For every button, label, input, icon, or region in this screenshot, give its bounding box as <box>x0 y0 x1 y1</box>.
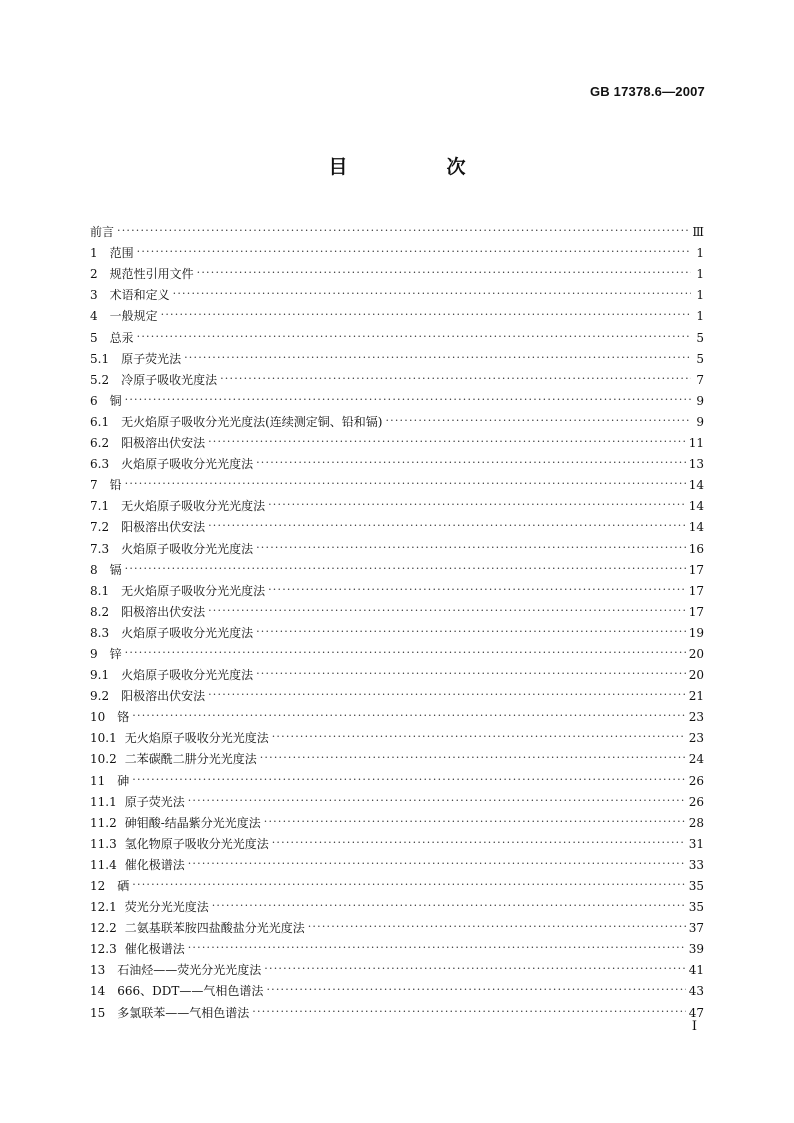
toc-entry-number: 10.2 <box>90 752 117 767</box>
toc-entry-title: 阳极溶出伏安法 <box>121 436 206 451</box>
toc-entry-page: 5 <box>696 330 704 345</box>
toc-entry-number: 2 <box>90 267 98 282</box>
toc-entry-number: 9.2 <box>90 689 110 704</box>
toc-entry-label <box>90 456 256 472</box>
toc-entry[interactable] <box>90 451 704 472</box>
toc-entry[interactable] <box>90 999 704 1020</box>
toc-entry-label <box>90 541 256 557</box>
toc-entry-title: 砷钼酸-结晶紫分光光度法 <box>124 815 261 830</box>
toc-entry-page: 35 <box>688 879 704 893</box>
toc-entry-page: 35 <box>688 900 704 915</box>
dot-leader <box>137 244 691 261</box>
toc-entry-page: 47 <box>688 1005 704 1020</box>
dot-leader <box>184 350 691 367</box>
toc-entry[interactable] <box>90 472 704 493</box>
toc-entry-number: 10 <box>90 710 106 725</box>
toc-entry-number: 7 <box>90 478 98 493</box>
dot-leader <box>132 708 685 725</box>
toc-entry[interactable] <box>90 767 704 788</box>
toc-entry[interactable] <box>90 514 704 535</box>
toc-entry-label <box>90 287 173 303</box>
toc-entry-page: 37 <box>688 921 704 936</box>
toc-entry-number: 15 <box>90 1005 106 1020</box>
toc-entry[interactable] <box>90 430 704 451</box>
toc-entry-title: 无火焰原子吸收分光光度法 <box>124 731 269 746</box>
toc-entry[interactable] <box>90 683 704 704</box>
toc-entry-label <box>90 583 268 599</box>
dot-leader <box>208 434 686 451</box>
toc-entry-number: 5 <box>90 330 98 345</box>
toc-entry-number: 7.3 <box>90 541 110 556</box>
toc-entry[interactable] <box>90 957 704 978</box>
toc-entry-number: 7.1 <box>90 499 110 514</box>
toc-entry-number: 9.1 <box>90 668 110 683</box>
toc-entry-label <box>90 794 188 810</box>
toc-entry-number: 11.1 <box>90 794 117 809</box>
toc-entry-title: 二氨基联苯胺四盐酸盐分光光度法 <box>124 921 305 936</box>
toc-entry-title: 镉 <box>109 562 122 577</box>
toc-entry-title: 催化极谱法 <box>124 857 185 872</box>
toc-entry[interactable] <box>90 746 704 767</box>
toc-entry-label <box>90 372 220 388</box>
toc-entry[interactable] <box>90 240 704 261</box>
toc-entry-label <box>90 308 161 324</box>
toc-entry-label <box>90 751 260 767</box>
toc-entry[interactable] <box>90 367 704 388</box>
toc-entry-title: 铬 <box>117 710 130 725</box>
toc-entry-label <box>90 245 137 261</box>
toc-entry-number: 12.2 <box>90 921 117 936</box>
toc-entry-number: 5.1 <box>90 351 110 366</box>
toc-entry[interactable] <box>90 620 704 641</box>
toc-entry-label <box>90 709 132 725</box>
toc-entry-title: 铜 <box>109 393 122 408</box>
toc-entry-title: 火焰原子吸收分光光度法 <box>121 457 254 472</box>
toc-entry-page: 28 <box>688 815 704 830</box>
toc-entry-page: 13 <box>688 457 704 472</box>
toc-entry-label <box>90 266 197 282</box>
toc-entry-number: 11.2 <box>90 815 117 830</box>
toc-entry[interactable] <box>90 599 704 620</box>
toc-entry-label <box>90 815 264 831</box>
toc-entry-title: 术语和定义 <box>109 288 170 303</box>
toc-entry-number: 8 <box>90 562 98 577</box>
toc-entry-label <box>90 983 266 999</box>
toc-entry-label <box>90 435 208 451</box>
toc-entry[interactable] <box>90 852 704 873</box>
toc-entry-number: 9 <box>90 646 98 661</box>
dot-leader <box>212 898 686 915</box>
toc-entry-page: 1 <box>696 246 704 261</box>
toc-entry[interactable] <box>90 388 704 409</box>
toc-entry-page: 26 <box>688 773 704 788</box>
toc-entry-title: 催化极谱法 <box>124 942 185 957</box>
dot-leader <box>188 856 686 873</box>
toc-entry-label <box>90 625 256 641</box>
toc-entry-page: 20 <box>688 646 704 661</box>
dot-leader <box>208 518 686 535</box>
toc-entry[interactable] <box>90 810 704 831</box>
toc-entry-title: 总汞 <box>109 330 134 345</box>
toc-entry[interactable] <box>90 873 704 894</box>
dot-leader <box>272 835 686 852</box>
toc-entry-number: 12.3 <box>90 942 117 957</box>
toc-entry-title: 氢化物原子吸收分光光度法 <box>124 836 269 851</box>
toc-entry-page: 1 <box>696 288 704 303</box>
table-of-contents <box>90 219 704 1021</box>
toc-entry-page: 33 <box>688 857 704 872</box>
toc-entry-title: 锌 <box>109 646 122 661</box>
toc-entry-title: 火焰原子吸收分光光度法 <box>121 625 254 640</box>
toc-entry-title: 666、DDT——气相色谱法 <box>117 984 264 999</box>
toc-entry-number: 6.3 <box>90 457 110 472</box>
dot-leader <box>220 371 691 388</box>
dot-leader <box>208 603 686 620</box>
toc-entry-page: 11 <box>688 436 704 451</box>
toc-entry-label <box>90 773 132 789</box>
toc-entry-label <box>90 1005 252 1021</box>
toc-entry-label <box>90 498 268 514</box>
toc-entry-page: 26 <box>688 794 704 809</box>
toc-entry-page: Ⅲ <box>692 225 704 240</box>
toc-entry-page: 23 <box>688 710 704 725</box>
dot-leader <box>117 223 689 240</box>
toc-entry-label <box>90 351 184 367</box>
dot-leader <box>256 540 686 557</box>
dot-leader <box>385 413 691 430</box>
toc-entry-page: 20 <box>688 668 704 683</box>
toc-entry-label <box>90 730 272 746</box>
dot-leader <box>264 961 685 978</box>
toc-entry[interactable] <box>90 219 704 240</box>
toc-entry[interactable] <box>90 261 704 282</box>
toc-entry[interactable] <box>90 662 704 683</box>
toc-entry[interactable] <box>90 324 704 345</box>
toc-entry[interactable] <box>90 704 704 725</box>
toc-entry-page: 31 <box>688 836 704 851</box>
dot-leader <box>252 1004 685 1021</box>
toc-entry-number: 4 <box>90 309 98 324</box>
dot-leader <box>125 392 691 409</box>
toc-entry-page: 14 <box>688 478 704 493</box>
toc-entry-page: 9 <box>696 393 704 408</box>
toc-entry-title: 前言 <box>90 225 115 240</box>
toc-entry-page: 21 <box>688 689 704 704</box>
toc-entry[interactable] <box>90 789 704 810</box>
dot-leader <box>137 329 691 346</box>
toc-entry[interactable] <box>90 831 704 852</box>
toc-entry-number: 8.3 <box>90 625 110 640</box>
dot-leader <box>132 772 685 789</box>
toc-entry-title: 规范性引用文件 <box>109 267 194 282</box>
toc-entry-number: 3 <box>90 288 98 303</box>
toc-entry-page: 14 <box>688 499 704 514</box>
toc-entry[interactable] <box>90 578 704 599</box>
toc-entry-title: 阳极溶出伏安法 <box>121 689 206 704</box>
toc-entry[interactable] <box>90 346 704 367</box>
toc-entry-title: 阳极溶出伏安法 <box>121 604 206 619</box>
dot-leader <box>125 561 686 578</box>
toc-entry-label <box>90 604 208 620</box>
dot-leader <box>256 455 686 472</box>
standard-number: GB 17378.6—2007 <box>589 84 705 99</box>
toc-entry-page: 17 <box>688 583 704 598</box>
toc-entry[interactable] <box>90 915 704 936</box>
dot-leader <box>266 982 685 999</box>
toc-entry-label <box>90 688 208 704</box>
toc-entry-title: 硒 <box>117 879 130 893</box>
toc-entry[interactable] <box>90 725 704 746</box>
toc-entry-label <box>90 519 208 535</box>
toc-entry-title: 荧光分光光度法 <box>124 900 209 915</box>
toc-entry-page: 17 <box>688 604 704 619</box>
toc-entry-label <box>90 836 272 852</box>
toc-entry-title: 无火焰原子吸收分光光度法 <box>121 583 266 598</box>
toc-entry-page: 43 <box>688 984 704 999</box>
toc-entry-number: 5.2 <box>90 372 110 387</box>
toc-entry-page: 7 <box>696 372 704 387</box>
toc-entry-label <box>90 857 188 873</box>
dot-leader <box>208 687 686 704</box>
toc-entry-number: 11.4 <box>90 857 117 872</box>
toc-entry-title: 二苯碳酰二肼分光光度法 <box>124 752 257 767</box>
dot-leader <box>188 793 686 810</box>
page-number: Ⅰ <box>691 1019 697 1034</box>
toc-entry-number: 8.2 <box>90 604 110 619</box>
toc-entry-number: 12.1 <box>90 900 117 915</box>
dot-leader <box>197 265 691 282</box>
toc-entry-title: 多氯联苯——气相色谱法 <box>117 1005 250 1020</box>
toc-entry[interactable] <box>90 282 704 303</box>
toc-entry[interactable] <box>90 936 704 957</box>
toc-entry-label <box>90 962 264 978</box>
toc-entry-label <box>90 920 308 936</box>
toc-entry-title: 火焰原子吸收分光光度法 <box>121 541 254 556</box>
toc-entry-number: 8.1 <box>90 583 110 598</box>
toc-entry-page: 24 <box>688 752 704 767</box>
toc-entry-number: 11 <box>90 773 106 788</box>
toc-entry-label <box>90 646 125 662</box>
dot-leader <box>260 750 686 767</box>
toc-entry-label <box>90 414 385 430</box>
toc-entry[interactable] <box>90 303 704 324</box>
toc-entry[interactable] <box>90 641 704 662</box>
toc-entry-title: 砷 <box>117 773 130 788</box>
toc-entry-label <box>90 393 125 409</box>
toc-entry-title: 原子荧光法 <box>121 351 182 366</box>
toc-entry-page: 14 <box>688 520 704 535</box>
toc-entry-title: 无火焰原子吸收分光光度法(连续测定铜、铅和镉) <box>121 414 383 429</box>
toc-entry-number: 11.3 <box>90 836 117 851</box>
dot-leader <box>256 624 686 641</box>
toc-entry-page: 41 <box>688 963 704 978</box>
toc-entry[interactable] <box>90 535 704 556</box>
dot-leader <box>125 645 686 662</box>
toc-entry-label <box>90 667 256 683</box>
toc-entry-number: 13 <box>90 963 106 978</box>
toc-entry[interactable] <box>90 493 704 514</box>
toc-entry-page: 16 <box>688 541 704 556</box>
dot-leader <box>268 582 686 599</box>
dot-leader <box>188 940 686 957</box>
toc-entry-number: 6.1 <box>90 414 110 429</box>
toc-entry[interactable] <box>90 557 704 578</box>
toc-entry-title: 石油烃——荧光分光光度法 <box>117 963 262 978</box>
toc-entry-label <box>90 878 132 894</box>
toc-entry-title: 冷原子吸收光度法 <box>121 372 218 387</box>
toc-entry-title: 火焰原子吸收分光光度法 <box>121 668 254 683</box>
toc-entry-number: 7.2 <box>90 520 110 535</box>
dot-leader <box>173 286 691 303</box>
toc-entry-title: 阳极溶出伏安法 <box>121 520 206 535</box>
toc-entry-page: 19 <box>688 625 704 640</box>
toc-entry-title: 范围 <box>109 246 134 261</box>
toc-entry-label <box>90 899 212 915</box>
toc-entry-page: 39 <box>688 942 704 957</box>
dot-leader <box>125 476 686 493</box>
toc-entry-title: 一般规定 <box>109 309 158 324</box>
toc-entry-page: 23 <box>688 731 704 746</box>
dot-leader <box>308 919 686 936</box>
dot-leader <box>161 307 691 324</box>
toc-entry-page: 9 <box>696 414 704 429</box>
toc-entry-label <box>90 330 137 346</box>
toc-entry-label <box>90 224 117 240</box>
toc-entry-title: 铅 <box>109 478 122 493</box>
dot-leader <box>268 497 686 514</box>
toc-entry-page: 1 <box>696 309 704 324</box>
toc-entry-number: 14 <box>90 984 106 999</box>
dot-leader <box>256 666 686 683</box>
toc-entry-label <box>90 941 188 957</box>
toc-entry[interactable] <box>90 978 704 999</box>
toc-entry-label <box>90 562 125 578</box>
toc-entry[interactable] <box>90 894 704 915</box>
dot-leader <box>264 814 686 831</box>
page-title: 目 次 <box>328 156 506 178</box>
toc-entry-page: 1 <box>696 267 704 282</box>
toc-entry-number: 1 <box>90 246 98 261</box>
toc-entry-number: 12 <box>90 879 106 893</box>
dot-leader <box>272 729 686 746</box>
toc-entry-number: 6 <box>90 393 98 408</box>
toc-entry[interactable] <box>90 409 704 430</box>
toc-entry-page: 5 <box>696 351 704 366</box>
toc-entry-number: 6.2 <box>90 436 110 451</box>
toc-entry-label <box>90 477 125 493</box>
toc-entry-page: 17 <box>688 562 704 577</box>
toc-entry-title: 原子荧光法 <box>124 794 185 809</box>
toc-entry-title: 无火焰原子吸收分光光度法 <box>121 499 266 514</box>
toc-entry-number: 10.1 <box>90 731 117 746</box>
dot-leader <box>132 877 685 894</box>
